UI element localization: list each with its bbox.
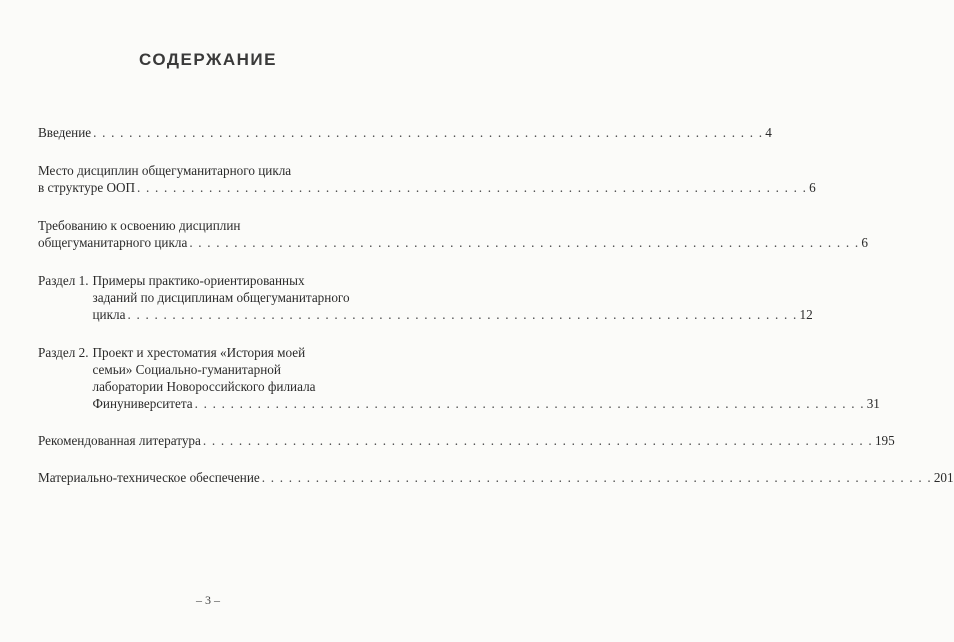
toc-page-number: 12: [799, 307, 813, 322]
toc-entry-requirements[interactable]: [38, 217, 868, 251]
toc-page-number: 4: [765, 125, 772, 140]
toc-entry-equipment[interactable]: [38, 469, 954, 486]
toc-entry-section-1[interactable]: [38, 272, 813, 323]
toc-page-number: 195: [874, 433, 895, 448]
toc-entry-title: в структуре ООП: [38, 180, 136, 195]
leader-dots: [127, 306, 797, 323]
toc-entry-title: Рекомендованная литература: [38, 433, 201, 448]
toc-entry-title: заданий по дисциплинам общегуманитарного: [92, 290, 350, 305]
toc-entry-title: семьи» Социально-гуманитарной: [92, 362, 281, 377]
page-title: СОДЕРЖАНИЕ: [139, 50, 277, 69]
leader-dots: [93, 124, 763, 141]
leader-dots: [262, 469, 932, 486]
leader-dots: [203, 432, 873, 449]
toc-entry-title: Материально-техническое обеспечение: [38, 470, 260, 485]
toc-page-number: 31: [866, 396, 880, 411]
toc-page-number: 201: [933, 470, 954, 485]
section-label: Раздел 2.: [38, 345, 89, 360]
toc-page-number: 6: [861, 235, 868, 250]
toc-entry-section-2[interactable]: [38, 344, 880, 412]
toc-entry-title: Место дисциплин общегуманитарного цикла: [38, 163, 292, 178]
toc-page-number: 6: [809, 180, 816, 195]
toc-entry-title: общегуманитарного цикла: [38, 235, 188, 250]
toc-entry-title: лаборатории Новороссийского филиала: [92, 379, 316, 394]
section-label: Раздел 1.: [38, 273, 89, 288]
leader-dots: [137, 179, 807, 196]
toc-entry-title: цикла: [92, 307, 126, 322]
toc-entry-title: Финуниверситета: [92, 396, 193, 411]
toc-entry-title: Введение: [38, 125, 92, 140]
toc-entry-place-of-disciplines[interactable]: [38, 162, 816, 196]
table-of-contents: [38, 124, 954, 486]
toc-entry-title: Примеры практико-ориентированных: [92, 273, 305, 288]
toc-entry-literature[interactable]: [38, 432, 895, 449]
leader-dots: [189, 234, 859, 251]
toc-entry-title: Требованию к освоению дисциплин: [38, 218, 241, 233]
toc-entry-introduction[interactable]: [38, 124, 772, 141]
toc-entry-title: Проект и хрестоматия «История моей: [92, 345, 306, 360]
page-number-footer: – 3 –: [196, 593, 220, 607]
leader-dots: [195, 395, 865, 412]
